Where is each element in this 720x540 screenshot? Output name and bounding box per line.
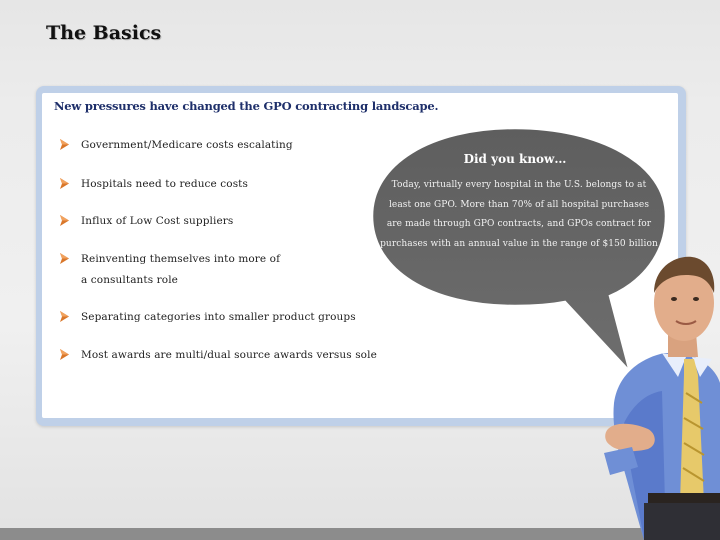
callout-body: Today, virtually every hospital in the U.S. belongs to at least one GPO. More than 70% of all hospital purchases are made through GPO contracts, and GPOs contract for purchases with an annual value in the range of $150 billion <box>380 180 658 249</box>
bullet-item <box>60 135 293 156</box>
arrow-bullet-icon <box>60 253 69 264</box>
bullet-text: Most awards are multi/dual source awards versus sole <box>81 349 377 361</box>
bullet-text: Government/Medicare costs escalating <box>81 139 293 151</box>
bullet-text: Separating categories into smaller product groups <box>81 311 356 323</box>
bullet-item <box>60 345 377 366</box>
presenter-photo <box>604 253 720 540</box>
bullet-item <box>60 174 248 195</box>
bullet-text: Reinventing themselves into more of a consultants role <box>81 253 281 286</box>
arrow-bullet-icon <box>60 139 69 150</box>
arrow-bullet-icon <box>60 311 69 322</box>
slide-subtitle: New pressures have changed the GPO contracting landscape. <box>54 99 439 113</box>
arrow-bullet-icon <box>60 178 69 189</box>
bullet-text: Hospitals need to reduce costs <box>81 178 248 190</box>
slide-title: The Basics <box>46 22 162 44</box>
bullet-item <box>60 307 356 328</box>
bullet-item <box>60 249 280 291</box>
callout-heading: Did you know… <box>463 152 567 166</box>
arrow-bullet-icon <box>60 215 69 226</box>
bullet-text: Influx of Low Cost suppliers <box>81 215 234 227</box>
arrow-bullet-icon <box>60 349 69 360</box>
bullet-item <box>60 211 233 232</box>
